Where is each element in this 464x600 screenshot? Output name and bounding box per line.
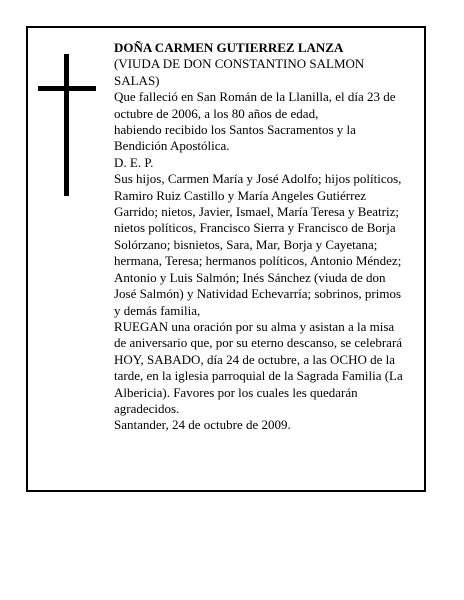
obituary-text — [114, 40, 416, 434]
request-line: RUEGAN una oración por su alma y asistan a la misa — [114, 318, 395, 334]
request-line: tarde, en la iglesia parroquial de la Sagrada Familia (La — [114, 368, 403, 384]
family-line: hermana, Teresa; hermanos políticos, Antonio Méndez; — [114, 253, 402, 269]
death-line: habiendo recibido los Santos Sacramentos y la — [114, 122, 356, 138]
dep-line: D. E. P. — [114, 154, 154, 170]
death-line: octubre de 2006, a los 80 años de edad, — [114, 105, 319, 121]
family-line: Antonio y Luis Salmón; Inés Sánchez (viuda de don — [114, 269, 386, 285]
family-line: Ramiro Ruiz Castillo y María Angeles Gutiérrez — [114, 187, 366, 203]
closing-line: Santander, 24 de octubre de 2009. — [114, 417, 291, 433]
request-line: HOY, SABADO, día 24 de octubre, a las OCHO de la — [114, 351, 396, 367]
widow-line: SALAS) — [114, 72, 160, 88]
family-line: José Salmón) y Natividad Echevarría; sobrinos, primos — [114, 286, 402, 302]
family-line: y demás familia, — [114, 302, 201, 318]
request-line: de aniversario que, por su eterno descanso, se celebrará — [114, 335, 403, 351]
request-line: agradecidos. — [114, 400, 180, 416]
cross-vertical-bar — [64, 54, 69, 196]
deceased-name: DOÑA CARMEN GUTIERREZ LANZA — [114, 40, 344, 55]
request-line: Albericia). Favores por los cuales les quedarán — [114, 384, 358, 400]
widow-line: (VIUDA DE DON CONSTANTINO SALMON — [114, 56, 365, 72]
cross-icon — [38, 54, 96, 196]
death-line: Que falleció en San Román de la Llanilla, el día 23 de — [114, 89, 396, 105]
family-line: Sus hijos, Carmen María y José Adolfo; hijos políticos, — [114, 171, 402, 187]
family-line: Solórzano; bisnietos, Sara, Mar, Borja y Cayetana; — [114, 236, 378, 252]
cross-horizontal-bar — [38, 86, 96, 91]
death-line: Bendición Apostólica. — [114, 138, 230, 154]
family-line: nietos políticos, Francisco Sierra y Francisco de Borja — [114, 220, 396, 236]
family-line: Garrido; nietos, Javier, Ismael, María Teresa y Beatriz; — [114, 204, 399, 220]
